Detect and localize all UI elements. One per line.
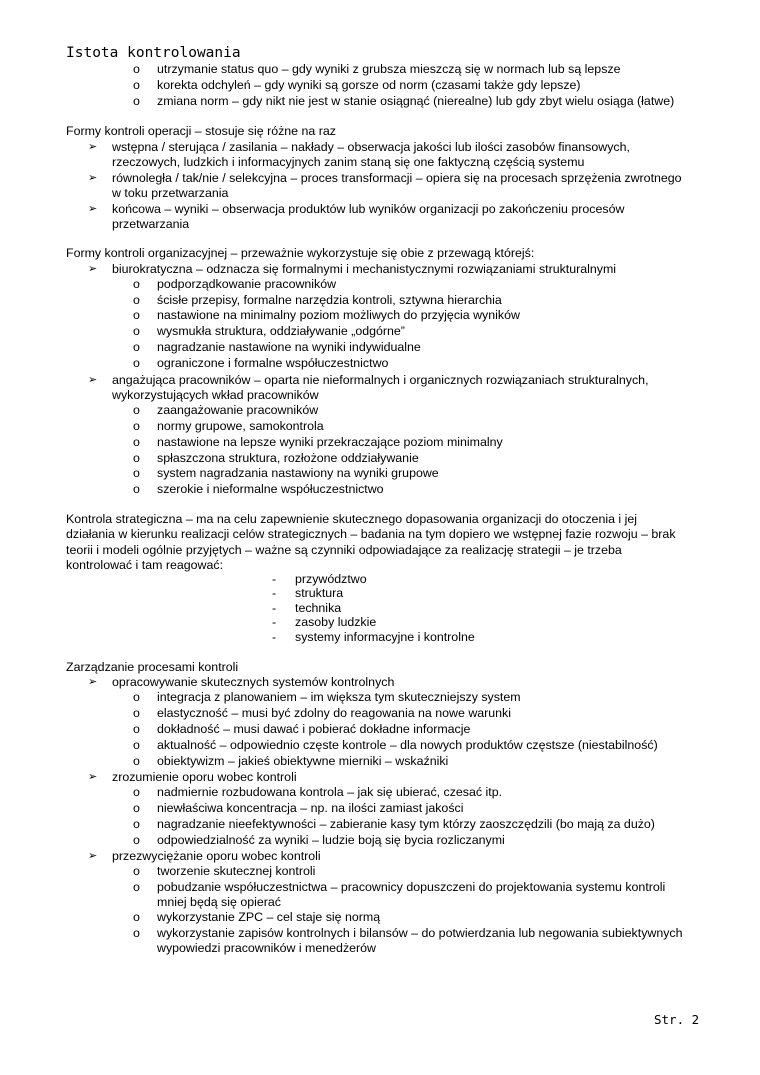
bullet-circle-icon: o <box>133 277 140 291</box>
bullet-circle-icon: o <box>133 419 140 433</box>
bullet-dash-icon: - <box>272 572 277 586</box>
list-item: spłaszczona struktura, rozłożone oddziaływanie <box>157 451 419 465</box>
bullet-circle-icon: o <box>133 403 140 417</box>
list-item: obiektywizm – jakieś obiektywne mierniki – wskaźniki <box>157 754 449 768</box>
bullet-circle-icon: o <box>133 482 140 496</box>
list-item: elastyczność – musi być zdolny do reagowania na nowe warunki <box>157 706 512 720</box>
bullet-circle-icon: o <box>133 706 140 720</box>
paragraph-line: teorii i modeli ogólnie przyjętych – ważne są czynniki odpowiadające za realizację strategii – je trzeba <box>66 543 622 557</box>
list-item: angażująca pracowników – oparta nie nieformalnych i organicznych rozwiązaniach strukturalnych, <box>112 373 649 387</box>
list-item: integracja z planowaniem – im większa tym skuteczniejszy system <box>157 690 521 704</box>
bullet-arrow-icon: ➢ <box>88 141 98 153</box>
list-item: zasoby ludzkie <box>295 615 377 629</box>
list-item: zmiana norm – gdy nikt nie jest w stanie osiągnąć (nierealne) lub gdy zbyt wielu osiąga (łatwe) <box>157 94 675 108</box>
bullet-circle-icon: o <box>133 833 140 847</box>
bullet-circle-icon: o <box>133 466 140 480</box>
page-number: Str. 2 <box>654 1012 700 1027</box>
list-item: korekta odchyleń – gdy wyniki są gorsze od norm (czasami także gdy lepsze) <box>157 78 581 92</box>
bullet-dash-icon: - <box>272 586 277 600</box>
bullet-circle-icon: o <box>133 722 140 736</box>
list-item-continuation: przetwarzania <box>112 217 190 231</box>
list-item: przywództwo <box>295 572 367 586</box>
list-item: nagradzanie nastawione na wyniki indywidualne <box>157 340 421 354</box>
bullet-arrow-icon: ➢ <box>88 203 98 215</box>
list-item: dokładność – musi dawać i pobierać dokładne informacje <box>157 722 471 736</box>
list-item: równoległa / tak/nie / selekcyjna – proces transformacji – opiera się na procesach sprzężenia zwrotnego <box>112 171 682 185</box>
list-item: normy grupowe, samokontrola <box>157 419 324 433</box>
bullet-arrow-icon: ➢ <box>88 172 98 184</box>
list-item: nastawione na lepsze wyniki przekraczające poziom minimalny <box>157 435 503 449</box>
bullet-circle-icon: o <box>133 340 140 354</box>
list-item-continuation: mniej będą się opierać <box>157 895 281 909</box>
bullet-circle-icon: o <box>133 356 140 370</box>
list-item: biurokratyczna – odznacza się formalnymi i mechanistycznymi rozwiązaniami strukturalnymi <box>112 262 617 276</box>
list-item: systemy informacyjne i kontrolne <box>295 630 475 644</box>
bullet-circle-icon: o <box>133 324 140 338</box>
bullet-arrow-icon: ➢ <box>88 374 98 386</box>
paragraph-line: działania w kierunku realizacji celów strategicznych – badania na tym dopiero we wstępnej fazie rozwoju – brak <box>66 527 676 541</box>
bullet-circle-icon: o <box>133 94 140 108</box>
list-item: aktualność – odpowiednio częste kontrole – dla nowych produktów częstsze (niestabilność) <box>157 738 658 752</box>
list-item: pobudzanie współuczestnictwa – pracownicy dopuszczeni do projektowania systemu kontroli <box>157 880 666 894</box>
list-item: wstępna / sterująca / zasilania – nakłady – obserwacja jakości lub ilości zasobów finansowych, <box>112 140 630 154</box>
list-item: wysmukła struktura, oddziaływanie „odgórne” <box>157 324 405 338</box>
list-item: wykorzystanie zapisów kontrolnych i bilansów – do potwierdzania lub negowania subiektywnych <box>157 926 683 940</box>
list-item: przezwyciężanie oporu wobec kontroli <box>112 849 321 863</box>
section-heading: Formy kontroli organizacyjnej – przeważnie wykorzystuje się obie z przewagą którejś: <box>66 246 535 260</box>
bullet-circle-icon: o <box>133 62 140 76</box>
bullet-circle-icon: o <box>133 308 140 322</box>
bullet-circle-icon: o <box>133 880 140 894</box>
list-item: ograniczone i formalne współuczestnictwo <box>157 356 389 370</box>
list-item: zaangażowanie pracowników <box>157 403 319 417</box>
bullet-dash-icon: - <box>272 601 277 615</box>
section-heading: Formy kontroli operacji – stosuje się różne na raz <box>66 124 336 138</box>
list-item: nadmiernie rozbudowana kontrola – jak się ubierać, czesać itp. <box>157 785 503 799</box>
bullet-circle-icon: o <box>133 690 140 704</box>
bullet-circle-icon: o <box>133 754 140 768</box>
list-item-continuation: rzeczowych, ludzkich i informacyjnych zanim staną się one faktyczną częścią systemu <box>112 155 585 169</box>
bullet-arrow-icon: ➢ <box>88 850 98 862</box>
bullet-circle-icon: o <box>133 738 140 752</box>
bullet-circle-icon: o <box>133 864 140 878</box>
bullet-circle-icon: o <box>133 451 140 465</box>
bullet-circle-icon: o <box>133 435 140 449</box>
list-item: nagradzanie nieefektywności – zabieranie kasy tym którzy zaoszczędzili (bo mają za dużo) <box>157 817 655 831</box>
bullet-dash-icon: - <box>272 615 277 629</box>
bullet-circle-icon: o <box>133 910 140 924</box>
page-title: Istota kontrolowania <box>66 45 241 61</box>
list-item-continuation: w toku przetwarzania <box>112 186 229 200</box>
list-item: podporządkowanie pracowników <box>157 277 337 291</box>
section-heading: Zarządzanie procesami kontroli <box>66 660 239 674</box>
paragraph-line: Kontrola strategiczna – ma na celu zapewnienie skutecznego dopasowania organizacji do otoczenia i jej <box>66 512 638 526</box>
list-item: szerokie i nieformalne współuczestnictwo <box>157 482 384 496</box>
bullet-circle-icon: o <box>133 801 140 815</box>
bullet-circle-icon: o <box>133 293 140 307</box>
bullet-arrow-icon: ➢ <box>88 676 98 688</box>
bullet-arrow-icon: ➢ <box>88 771 98 783</box>
list-item: nastawione na minimalny poziom możliwych do przyjęcia wyników <box>157 308 520 322</box>
bullet-dash-icon: - <box>272 630 277 644</box>
list-item-continuation: wypowiedzi pracowników i menedżerów <box>157 941 376 955</box>
list-item: końcowa – wyniki – obserwacja produktów lub wyników organizacji po zakończeniu procesów <box>112 202 625 216</box>
list-item: zrozumienie oporu wobec kontroli <box>112 770 297 784</box>
list-item: niewłaściwa koncentracja – np. na ilości zamiast jakości <box>157 801 464 815</box>
paragraph-line: kontrolować i tam reagować: <box>66 558 224 572</box>
bullet-circle-icon: o <box>133 926 140 940</box>
list-item: tworzenie skutecznej kontroli <box>157 864 316 878</box>
list-item: system nagradzania nastawiony na wyniki grupowe <box>157 466 439 480</box>
list-item: utrzymanie status quo – gdy wyniki z grubsza mieszczą się w normach lub są lepsze <box>157 62 621 76</box>
bullet-arrow-icon: ➢ <box>88 263 98 275</box>
list-item-continuation: wykorzystujących wkład pracowników <box>112 388 319 402</box>
list-item: ścisłe przepisy, formalne narzędzia kontroli, sztywna hierarchia <box>157 293 502 307</box>
bullet-circle-icon: o <box>133 785 140 799</box>
list-item: odpowiedzialność za wyniki – ludzie boją się bycia rozliczanymi <box>157 833 505 847</box>
list-item: opracowywanie skutecznych systemów kontrolnych <box>112 675 395 689</box>
list-item: technika <box>295 601 342 615</box>
list-item: wykorzystanie ZPC – cel staje się normą <box>157 910 381 924</box>
bullet-circle-icon: o <box>133 817 140 831</box>
bullet-circle-icon: o <box>133 78 140 92</box>
list-item: struktura <box>295 586 344 600</box>
